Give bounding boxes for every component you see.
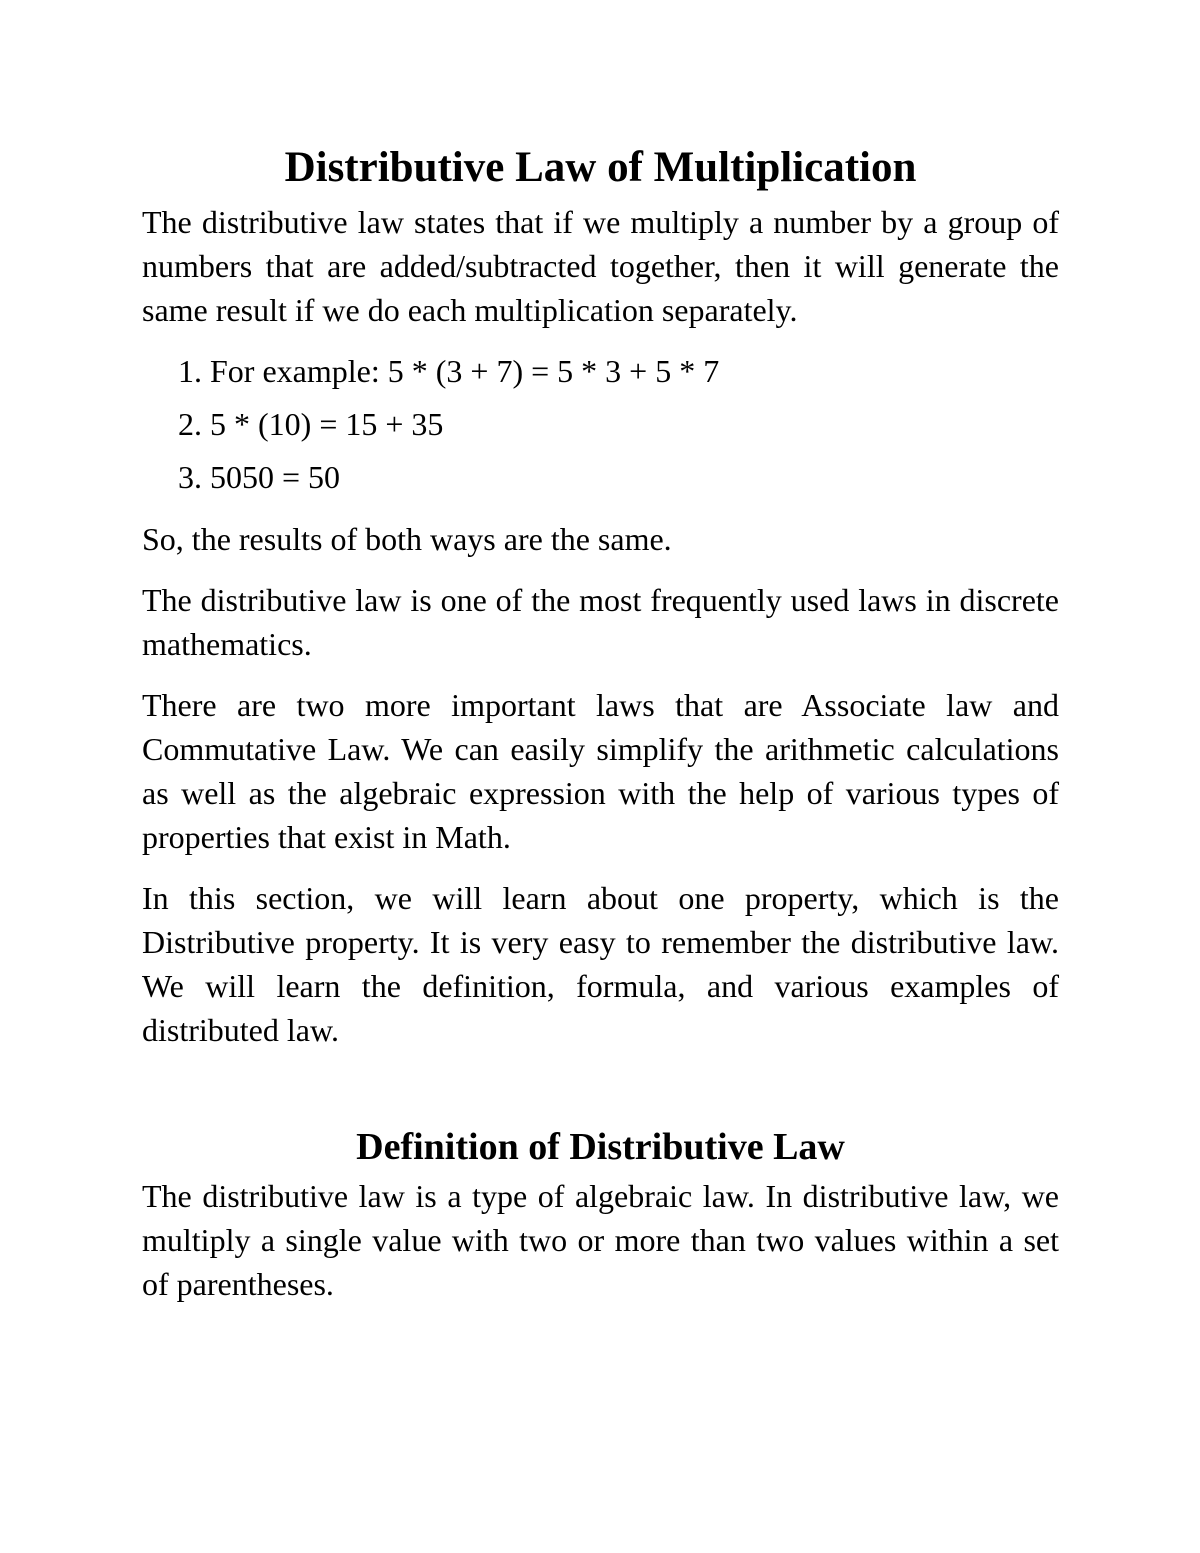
frequency-paragraph: The distributive law is one of the most frequently used laws in discrete mathematics. <box>142 582 1059 662</box>
definition-heading: Definition of Distributive Law <box>356 1126 845 1168</box>
list-item-text: For example: 5 * (3 + 7) = 5 * 3 + 5 * 7 <box>210 353 720 389</box>
results-paragraph: So, the results of both ways are the same. <box>142 521 672 557</box>
definition-paragraph: The distributive law is a type of algebraic law. In distributive law, we multiply a single value with two or more than two values within a set of parentheses. <box>142 1178 1059 1302</box>
intro-paragraph: The distributive law states that if we multiply a number by a group of numbers that are added/subtracted together, then it will generate the same result if we do each multiplication separately. <box>142 204 1059 328</box>
list-item <box>178 398 1059 451</box>
list-item-number: 3. <box>178 459 202 495</box>
section-paragraph: In this section, we will learn about one property, which is the Distributive property. It is very easy to remember the distributive law. We will learn the definition, formula, and various examples of distributed law. <box>142 880 1059 1048</box>
other-laws-paragraph: There are two more important laws that are Associate law and Commutative Law. We can easily simplify the arithmetic calculations as well as the algebraic expression with the help of various types of properties that exist in Math. <box>142 687 1059 855</box>
list-item <box>178 451 1059 504</box>
list-item <box>178 345 1059 398</box>
list-item-text: 5 * (10) = 15 + 35 <box>210 406 444 442</box>
document-title: Distributive Law of Multiplication <box>284 144 917 191</box>
examples-list <box>142 345 1059 504</box>
list-item-number: 2. <box>178 406 202 442</box>
list-item-number: 1. <box>178 353 202 389</box>
document-page <box>142 138 1059 1306</box>
list-item-text: 5050 = 50 <box>210 459 341 495</box>
